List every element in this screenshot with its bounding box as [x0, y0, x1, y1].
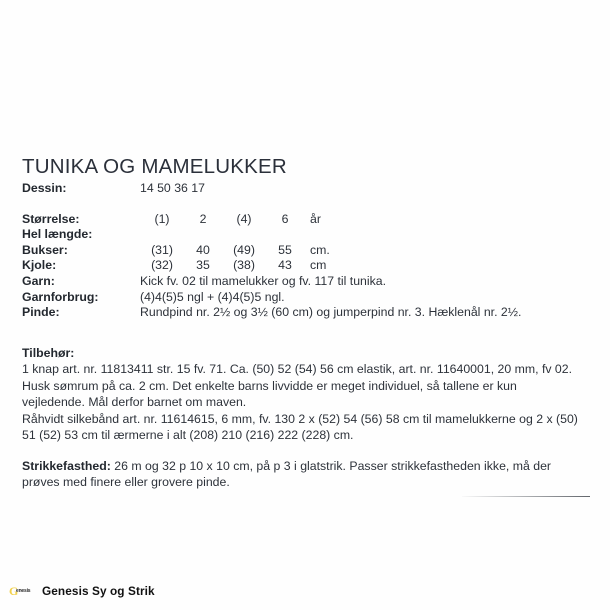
- bukser-col-1: (31): [151, 242, 173, 257]
- table-row-dessin: [22, 181, 584, 197]
- tilbehor-heading: Tilbehør:: [22, 346, 75, 360]
- size-col-4: 6: [281, 211, 289, 226]
- row-label-dessin: Dessin:: [22, 181, 67, 195]
- bukser-col-4: 55: [278, 242, 292, 257]
- size-col-3: (4): [236, 211, 252, 226]
- kjole-col-4: 43: [278, 258, 292, 273]
- logo-g-glyph: G: [9, 584, 19, 598]
- kjole-col-3: (38): [233, 258, 255, 273]
- row-value-dessin: 14 50 36 17: [140, 181, 205, 195]
- size-unit: år: [310, 211, 321, 226]
- kjole-col-1: (32): [151, 258, 173, 273]
- row-value-kjole: [140, 258, 584, 274]
- row-label-hel-laengde: Hel længde:: [22, 227, 93, 242]
- footer: [9, 584, 155, 598]
- tilbehor-section: [22, 345, 582, 411]
- bukser-col-3: (49): [233, 242, 255, 257]
- row-label-bukser: Bukser:: [22, 242, 68, 257]
- row-label-garnforbrug: Garnforbrug:: [22, 289, 99, 304]
- strikkefasthed-heading: Strikkefasthed:: [22, 459, 111, 473]
- strikkefasthed-section: [22, 458, 582, 491]
- silkeband-text: Råhvidt silkebånd art. nr. 11614615, 6 mm, fv. 130 2 x (52) 54 (56) 58 cm til mamelukkerne og 2 x (50) 51 (52) 53 cm til ærmerne i alt (208) 210 (216) 222 (228) cm.: [22, 412, 578, 443]
- table-row-garn: [22, 274, 584, 290]
- row-label-kjole: Kjole:: [22, 258, 57, 273]
- scan-artifact-line: [462, 496, 590, 497]
- table-row-hel-laengde: [22, 227, 584, 243]
- row-value-pinde: Rundpind nr. 2½ og 3½ (60 cm) og jumperpind nr. 3. Hæklenål nr. 2½.: [140, 305, 522, 320]
- row-value-garn: Kick fv. 02 til mamelukker og fv. 117 til tunika.: [140, 273, 387, 288]
- table-row-stoerrelse: [22, 212, 584, 228]
- footer-brand-name: Genesis Sy og Strik: [42, 584, 155, 598]
- page-title: TUNIKA OG MAMELUKKER: [22, 154, 287, 178]
- logo-wordmark: enesis: [16, 588, 31, 594]
- table-row-pinde: [22, 305, 584, 321]
- row-value-bukser: [140, 243, 584, 259]
- table-row-bukser: [22, 243, 584, 259]
- strikkefasthed-text: 26 m og 32 p 10 x 10 cm, på p 3 i glatstrik. Passer strikkefastheden ikke, må der prøves med finere eller grovere pinde.: [22, 459, 552, 490]
- genesis-logo-icon: [9, 585, 32, 597]
- row-value-stoerrelse: [140, 212, 584, 228]
- kjole-unit: cm: [310, 258, 327, 273]
- bukser-unit: cm.: [310, 242, 330, 257]
- silkeband-section: [22, 411, 582, 444]
- table-row-garnforbrug: [22, 290, 584, 306]
- row-label-garn: Garn:: [22, 273, 55, 288]
- specification-table: [22, 181, 584, 321]
- tilbehor-text: 1 knap art. nr. 11813411 str. 15 fv. 71. Ca. (50) 52 (54) 56 cm elastik, art. nr. 11640001, 20 mm, fv 02. Husk sømrum på ca. 2 cm. Det enkelte barns livvidde er meget individuel, så tallene er kun vejledende. Mål derfor barnet om maven.: [22, 362, 573, 410]
- kjole-col-2: 35: [196, 258, 210, 273]
- size-col-2: 2: [199, 211, 207, 226]
- row-value-garnforbrug: (4)4(5)5 ngl + (4)4(5)5 ngl.: [140, 289, 285, 304]
- size-col-1: (1): [154, 211, 170, 226]
- row-label-pinde: Pinde:: [22, 305, 60, 320]
- table-row-kjole: [22, 258, 584, 274]
- bukser-col-2: 40: [196, 242, 210, 257]
- row-label-stoerrelse: Størrelse:: [22, 211, 80, 226]
